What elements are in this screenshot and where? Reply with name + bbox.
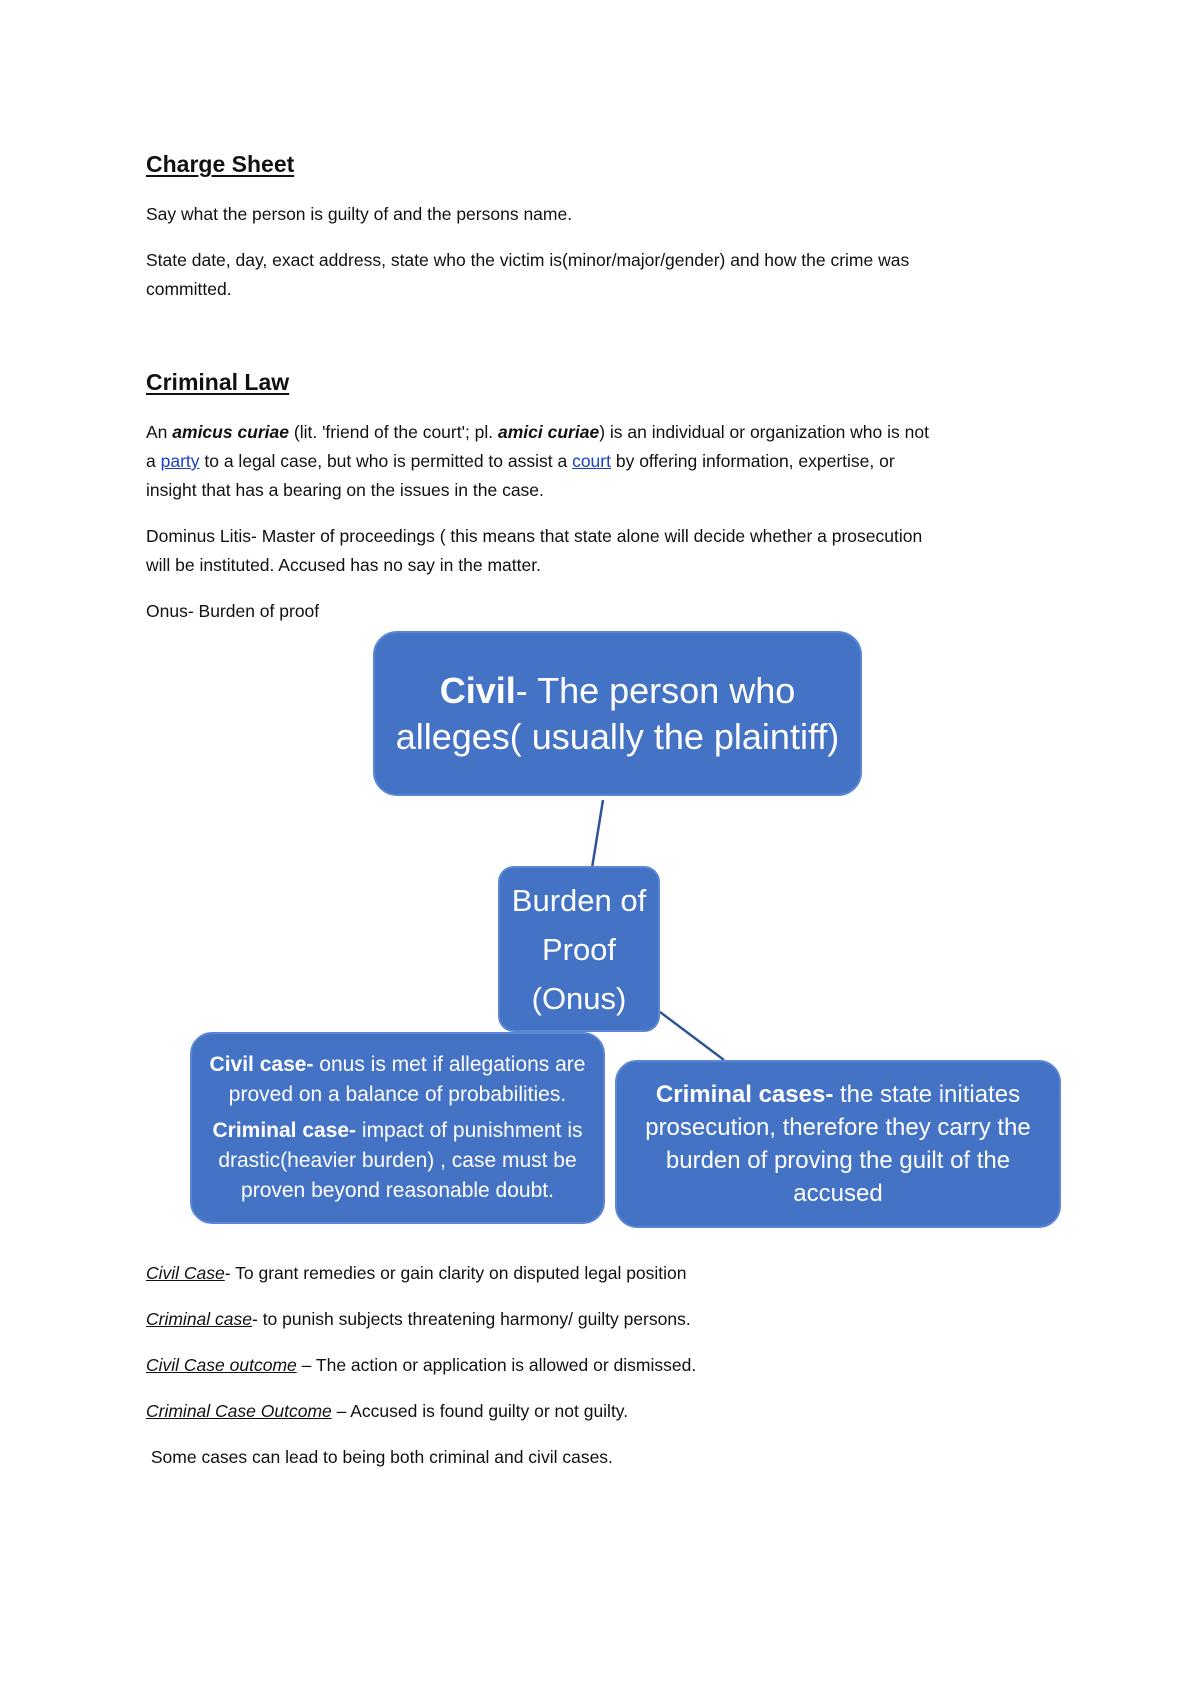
amicus-text: by offering information, expertise, or <box>610 451 895 471</box>
onus-line: Onus- Burden of proof <box>146 601 320 621</box>
amicus-line-3: insight that has a bearing on the issues in the case. <box>146 480 544 500</box>
definition-criminal-case-outcome <box>146 1397 628 1426</box>
right-box-line-3: burden of proving the guilt of the <box>665 1147 1011 1174</box>
charge-sheet-paragraph-1: Say what the person is guilty of and the persons name. <box>146 204 573 224</box>
definition-term: Criminal case <box>146 1309 252 1329</box>
definition-term: Criminal Case Outcome <box>146 1401 332 1421</box>
connector-center-right <box>660 1012 724 1060</box>
criminal-law-heading: Criminal Law <box>146 369 290 395</box>
connector-top-center <box>592 800 603 868</box>
dominus-line-1: Dominus Litis- Master of proceedings ( this means that state alone will decide whether a prosecution <box>146 526 923 546</box>
diagram-civil-box <box>373 631 862 796</box>
definition-text: – The action or application is allowed or dismissed. <box>296 1355 697 1375</box>
diagram-civil-criminal-case-box <box>190 1032 605 1224</box>
definition-criminal-case <box>146 1305 691 1334</box>
left-box-line-3 <box>212 1116 582 1146</box>
diagram-criminal-cases-box <box>615 1060 1061 1228</box>
amicus-text: a <box>146 451 161 471</box>
closing-statement: Some cases can lead to being both criminal and civil cases. <box>146 1447 613 1467</box>
charge-sheet-paragraph-2-line-2: committed. <box>146 279 232 299</box>
definition-text: - To grant remedies or gain clarity on disputed legal position <box>224 1263 687 1283</box>
left-box-line-1 <box>210 1050 586 1080</box>
right-box-line-1 <box>656 1078 1020 1111</box>
burden-line-2: Proof <box>541 931 617 967</box>
left-box-text: onus is met if allegations are <box>313 1053 586 1076</box>
diagram-burden-of-proof-box <box>498 866 660 1032</box>
court-link[interactable]: court <box>572 451 611 471</box>
amicus-text: (lit. 'friend of the court'; pl. <box>289 422 499 442</box>
definition-term: Civil Case outcome <box>146 1355 297 1375</box>
right-box-text: the state initiates <box>833 1081 1021 1108</box>
left-box-line-5: proven beyond reasonable doubt. <box>241 1179 554 1202</box>
left-box-line-4: drastic(heavier burden) , case must be <box>218 1149 577 1172</box>
left-box-bold-2: Criminal case- <box>212 1119 357 1142</box>
civil-box-line-2: alleges( usually the plaintiff) <box>395 715 840 757</box>
civil-box-bold: Civil <box>439 669 516 711</box>
burden-line-3: (Onus) <box>531 980 627 1016</box>
definition-term: Civil Case <box>146 1263 225 1283</box>
left-box-line-2: proved on a balance of probabilities. <box>228 1083 567 1106</box>
left-box-bold-1: Civil case- <box>209 1053 314 1076</box>
right-box-line-2: prosecution, therefore they carry the <box>645 1114 1031 1141</box>
burden-line-1: Burden of <box>511 882 647 918</box>
left-box-text: impact of punishment is <box>356 1119 583 1142</box>
definition-text: – Accused is found guilty or not guilty. <box>331 1401 629 1421</box>
dominus-line-2: will be instituted. Accused has no say in the matter. <box>146 555 541 575</box>
amicus-text: An <box>146 422 173 442</box>
definition-civil-case <box>146 1259 687 1288</box>
amicus-text: ) is an individual or organization who is not <box>599 422 929 442</box>
charge-sheet-paragraph-2-line-1: State date, day, exact address, state who the victim is(minor/major/gender) and how the crime was <box>146 250 910 270</box>
charge-sheet-heading: Charge Sheet <box>146 151 295 177</box>
civil-box-text: - The person who <box>515 669 796 711</box>
right-box-bold: Criminal cases- <box>655 1081 834 1108</box>
amici-term: amici curiae <box>498 422 600 442</box>
civil-box-line-1 <box>440 668 796 714</box>
amicus-term: amicus curiae <box>172 422 290 442</box>
definition-civil-case-outcome <box>146 1351 696 1380</box>
right-box-line-4: accused <box>793 1180 883 1207</box>
party-link[interactable]: party <box>160 451 200 471</box>
definition-text: - to punish subjects threatening harmony/ guilty persons. <box>252 1309 691 1329</box>
amicus-text: to a legal case, but who is permitted to assist a <box>199 451 573 471</box>
